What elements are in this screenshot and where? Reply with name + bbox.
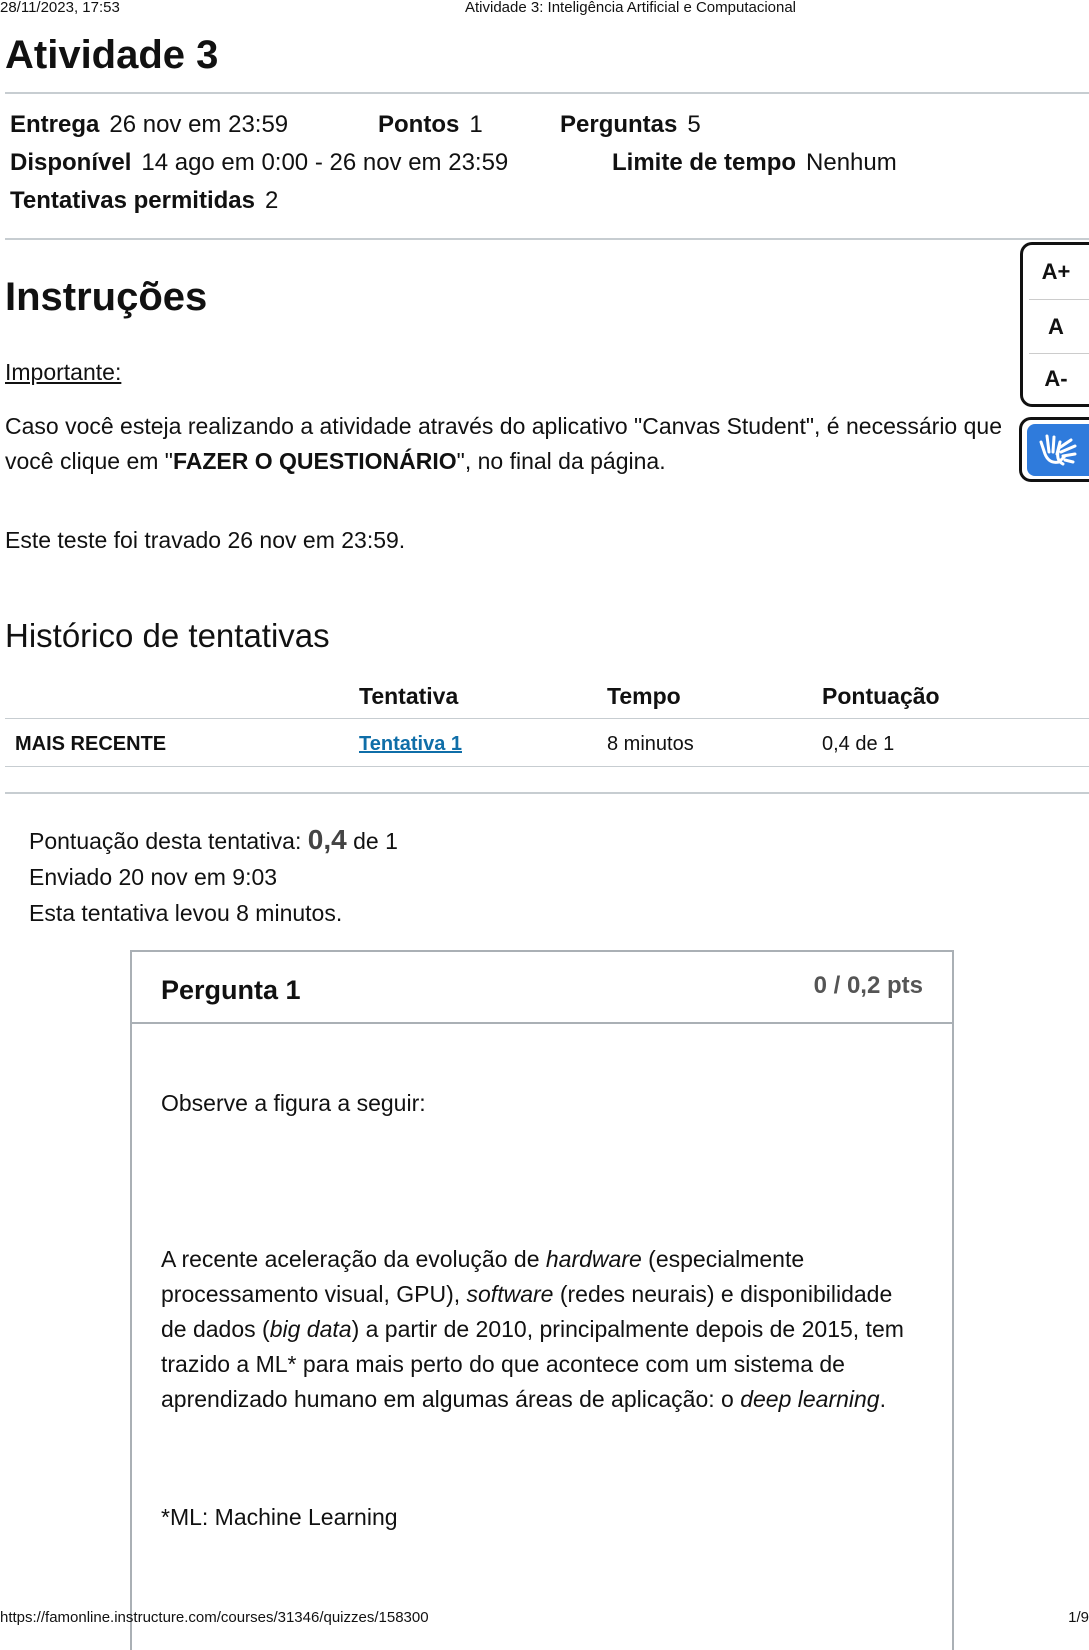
page-title: Atividade 3: [5, 33, 219, 77]
meta-disponivel: [10, 148, 508, 178]
attempt-score-total: de 1: [346, 828, 398, 854]
sign-language-button[interactable]: [1019, 417, 1089, 482]
table-cell-attempt: [359, 729, 462, 759]
print-doc-title: Atividade 3: Inteligência Artificial e Computacional: [465, 0, 797, 16]
meta-disponivel-label: Disponível: [10, 149, 132, 176]
font-decrease-button[interactable]: A-: [1044, 366, 1068, 391]
important-label: Importante:: [5, 359, 122, 385]
attempt-submitted: Enviado 20 nov em 9:03: [29, 864, 278, 890]
question-text-part: A recente aceleração da evolução de: [161, 1246, 546, 1272]
meta-pontos-label: Pontos: [378, 111, 460, 138]
divider: [5, 238, 1089, 240]
font-size-widget: [1020, 242, 1089, 407]
meta-perguntas-label: Perguntas: [560, 111, 678, 138]
attempt-summary: [29, 822, 398, 931]
question-text-part: (redes neurais) e disponibilidade de dados (: [161, 1281, 893, 1342]
question-card: [130, 950, 954, 1650]
instructions-text: [5, 409, 1015, 479]
instructions-text-bold: FAZER O QUESTIONÁRIO: [172, 448, 457, 474]
question-text-italic: software: [466, 1281, 554, 1307]
question-intro: Observe a figura a seguir:: [161, 1090, 426, 1116]
meta-pontos-value: 1: [469, 111, 483, 138]
question-text-part: (especialmente processamento visual, GPU),: [161, 1246, 805, 1307]
print-datetime: 28/11/2023, 17:53: [0, 0, 120, 16]
font-increase-button[interactable]: A+: [1041, 259, 1071, 284]
print-header: [0, 0, 1089, 18]
meta-perguntas-value: 5: [687, 111, 701, 138]
meta-limite: [612, 148, 897, 178]
attempt-score-label: Pontuação desta tentativa:: [29, 828, 308, 854]
question-text-part: ) a partir de 2010, principalmente depois de 2015, tem trazido a ML* para mais perto do que acontece com um sistema de aprendizado humano em algumas áreas de aplicação: o: [161, 1316, 904, 1412]
meta-entrega: [10, 110, 288, 140]
instructions-text-part: Caso você esteja realizando a atividade através do aplicativo "Canvas Student", é necessário que você clique em ": [5, 413, 1002, 474]
divider: [5, 92, 1089, 94]
print-footer: [0, 1610, 1089, 1627]
meta-tentativas-label: Tentativas permitidas: [10, 187, 255, 214]
row-label: MAIS RECENTE: [15, 733, 167, 755]
question-text-part: .: [879, 1386, 886, 1412]
attempt-link[interactable]: Tentativa 1: [359, 733, 462, 755]
meta-limite-label: Limite de tempo: [612, 149, 797, 176]
meta-tentativas: [10, 186, 278, 216]
column-header-tempo: Tempo: [607, 683, 681, 709]
column-header-pontuacao: Pontuação: [822, 683, 940, 709]
table-divider: [5, 718, 1089, 719]
history-title: Histórico de tentativas: [5, 617, 330, 654]
instructions-text-part: ", no final da página.: [456, 448, 666, 474]
font-normal-button[interactable]: A: [1048, 314, 1064, 339]
meta-entrega-label: Entrega: [10, 111, 100, 138]
instructions-title: Instruções: [5, 275, 208, 319]
table-cell-score: 0,4 de 1: [822, 733, 895, 755]
column-header-tentativa: Tentativa: [359, 683, 459, 709]
attempt-score-value: 0,4: [307, 824, 347, 855]
meta-disponivel-value: 14 ago em 0:00 - 26 nov em 23:59: [141, 149, 509, 176]
question-text-italic: deep learning: [740, 1386, 880, 1412]
print-page-number: 1/9: [1068, 1609, 1089, 1626]
question-footnote: *ML: Machine Learning: [161, 1504, 398, 1530]
question-header: [132, 952, 952, 1024]
question-text-italic: hardware: [545, 1246, 642, 1272]
divider: [5, 792, 1089, 794]
question-points: 0 / 0,2 pts: [813, 972, 923, 999]
sign-language-hands-icon: [1027, 424, 1089, 476]
question-paragraph: [161, 1242, 921, 1417]
meta-pontos: [378, 110, 483, 140]
meta-entrega-value: 26 nov em 23:59: [109, 111, 289, 138]
table-cell-time: 8 minutos: [607, 733, 694, 755]
question-title: Pergunta 1: [161, 975, 301, 1005]
locked-notice: Este teste foi travado 26 nov em 23:59.: [5, 527, 406, 553]
attempt-duration: Esta tentativa levou 8 minutos.: [29, 900, 343, 926]
meta-tentativas-value: 2: [264, 187, 279, 214]
question-text-italic: big data: [269, 1316, 352, 1342]
print-url: https://famonline.instructure.com/courses/31346/quizzes/158300: [0, 1609, 429, 1626]
meta-perguntas: [560, 110, 701, 140]
table-divider: [5, 766, 1089, 767]
meta-limite-value: Nenhum: [806, 149, 897, 176]
attempt-score: [29, 822, 398, 859]
